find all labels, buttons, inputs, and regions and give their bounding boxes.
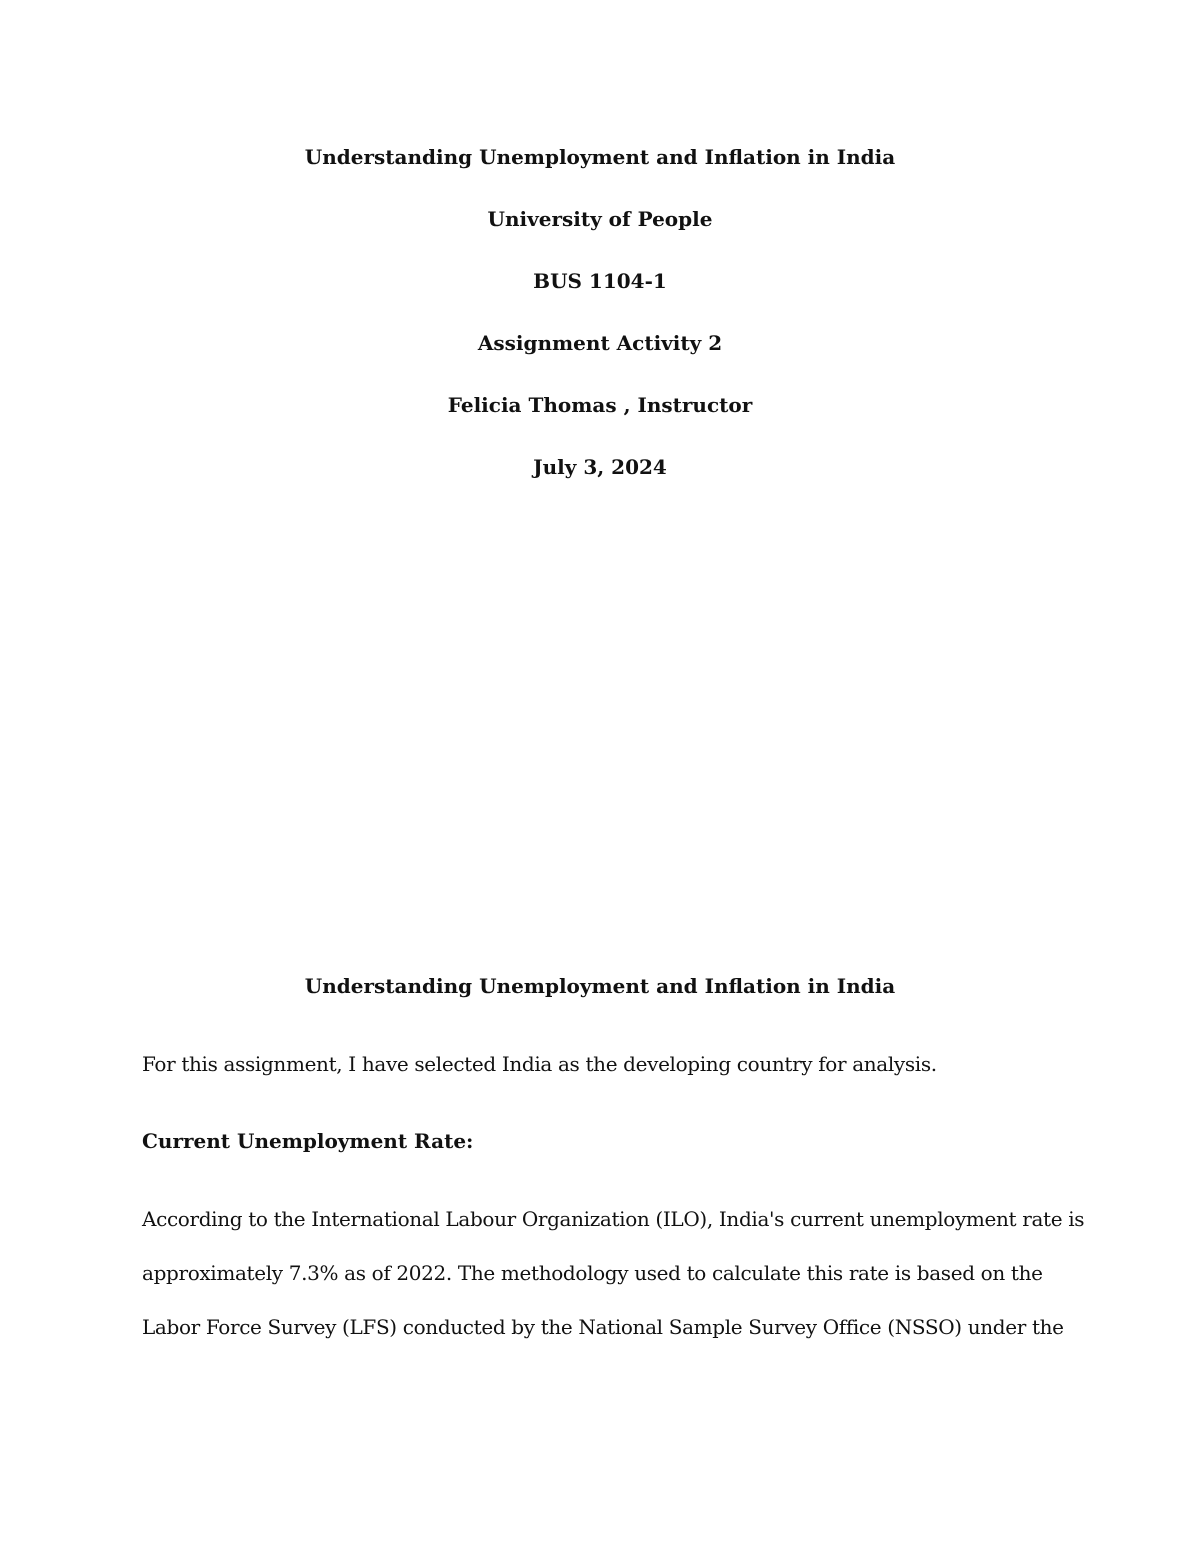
paragraph-line: According to the International Labour Organization (ILO), India's current unemployment rate is (142, 1207, 1085, 1231)
cover-title: Understanding Unemployment and Inflation in India (304, 145, 896, 169)
paragraph-line: Labor Force Survey (LFS) conducted by the National Sample Survey Office (NSSO) under the (142, 1315, 1064, 1339)
intro-paragraph: For this assignment, I have selected India as the developing country for analysis. (142, 1052, 937, 1076)
cover-assignment: Assignment Activity 2 (477, 331, 723, 355)
cover-institution: University of People (487, 207, 713, 231)
paragraph-line: approximately 7.3% as of 2022. The methodology used to calculate this rate is based on the (142, 1261, 1043, 1285)
content-heading: Understanding Unemployment and Inflation in India (304, 974, 896, 998)
cover-instructor: Felicia Thomas , Instructor (447, 393, 753, 417)
cover-date: July 3, 2024 (533, 455, 667, 479)
section-heading: Current Unemployment Rate: (142, 1129, 474, 1153)
cover-course: BUS 1104-1 (533, 269, 667, 293)
